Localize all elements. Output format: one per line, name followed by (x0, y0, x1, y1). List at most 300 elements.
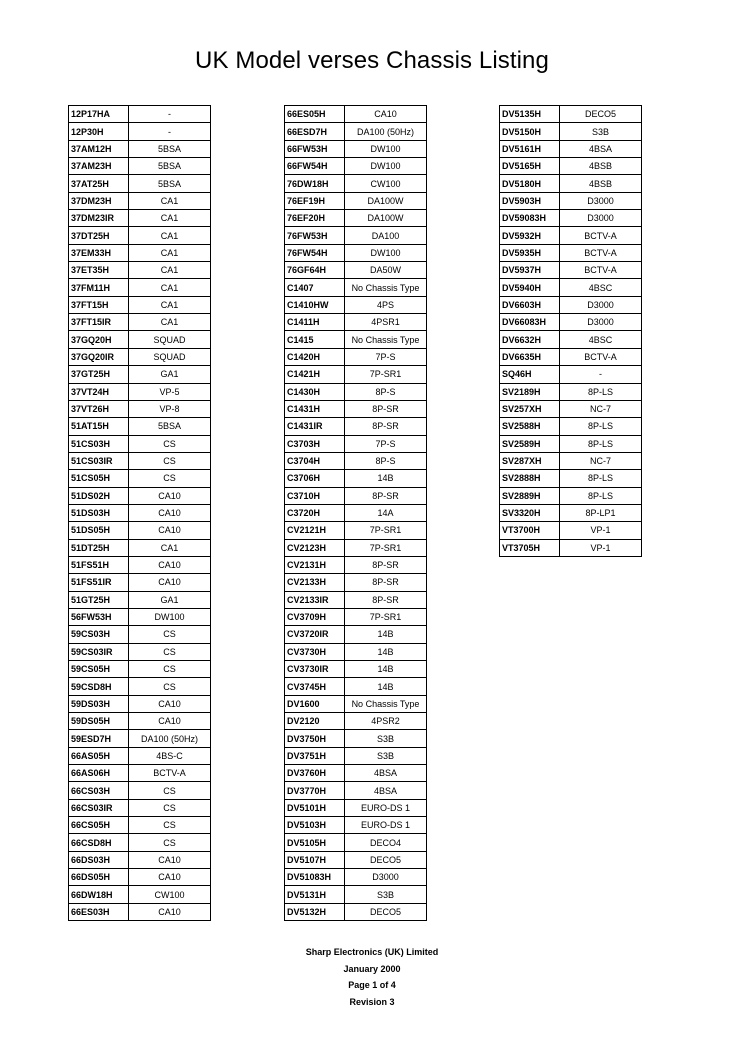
chassis-type: 4BSC (560, 331, 642, 348)
chassis-type: DW100 (345, 244, 427, 261)
table-row (285, 522, 427, 539)
table-row (69, 106, 211, 123)
table-row (69, 886, 211, 903)
model-number: 37VT26H (69, 400, 129, 417)
page-title: UK Model verses Chassis Listing (195, 47, 549, 74)
table-row (500, 175, 642, 192)
table-row (285, 106, 427, 123)
table-row (500, 452, 642, 469)
chassis-type: 4BSC (560, 279, 642, 296)
model-number: C1431H (285, 400, 345, 417)
model-number: CV2121H (285, 522, 345, 539)
model-number: C1407 (285, 279, 345, 296)
chassis-type: 14B (345, 626, 427, 643)
model-number: 51DS03H (69, 504, 129, 521)
chassis-type: CA10 (345, 106, 427, 123)
table-row (69, 192, 211, 209)
table-row (69, 591, 211, 608)
model-number: 51DT25H (69, 539, 129, 556)
model-number: 66CS05H (69, 817, 129, 834)
table-row (285, 713, 427, 730)
table-row (500, 123, 642, 140)
table-row (69, 123, 211, 140)
table-row (285, 366, 427, 383)
table-row (69, 903, 211, 920)
chassis-type: DECO5 (560, 106, 642, 123)
chassis-type: CA10 (129, 903, 211, 920)
table-row (285, 817, 427, 834)
chassis-type: VP-5 (129, 383, 211, 400)
model-number: 51FS51IR (69, 574, 129, 591)
chassis-type: CA10 (129, 504, 211, 521)
model-number: DV59083H (500, 210, 560, 227)
table-row (69, 678, 211, 695)
chassis-type: CA10 (129, 522, 211, 539)
chassis-type: CA1 (129, 539, 211, 556)
model-number: 66CS03H (69, 782, 129, 799)
table-row (285, 851, 427, 868)
chassis-type: 8P-SR (345, 591, 427, 608)
table-row (285, 192, 427, 209)
chassis-type: - (129, 123, 211, 140)
chassis-type: 8P-LS (560, 418, 642, 435)
model-number: DV5135H (500, 106, 560, 123)
table-row (285, 470, 427, 487)
chassis-type: No Chassis Type (345, 279, 427, 296)
model-number: 37DT25H (69, 227, 129, 244)
model-number: DV51083H (285, 869, 345, 886)
table-row (285, 591, 427, 608)
chassis-type: CA10 (129, 487, 211, 504)
chassis-type: 4BSB (560, 158, 642, 175)
chassis-type: - (560, 366, 642, 383)
chassis-type: 8P-SR (345, 400, 427, 417)
model-number: C3720H (285, 504, 345, 521)
chassis-type: 4BSB (560, 175, 642, 192)
table-row (285, 626, 427, 643)
model-number: 76EF19H (285, 192, 345, 209)
footer-revision: Revision 3 (349, 996, 395, 1007)
table-row (69, 400, 211, 417)
table-row (69, 817, 211, 834)
chassis-type: DA100 (345, 227, 427, 244)
model-number: 76FW54H (285, 244, 345, 261)
table-row (69, 262, 211, 279)
chassis-type: VP-8 (129, 400, 211, 417)
chassis-type: CA1 (129, 244, 211, 261)
model-number: 66FW53H (285, 140, 345, 157)
model-number: CV2133H (285, 574, 345, 591)
model-number: 37GQ20H (69, 331, 129, 348)
chassis-type: CA1 (129, 227, 211, 244)
model-number: 59CSD8H (69, 678, 129, 695)
model-number: C3710H (285, 487, 345, 504)
model-number: 66AS05H (69, 747, 129, 764)
table-row (69, 522, 211, 539)
table-row (500, 158, 642, 175)
table-row (285, 903, 427, 920)
table-row (285, 418, 427, 435)
table-row (285, 435, 427, 452)
chassis-type: DA100 (50Hz) (129, 730, 211, 747)
table-row (285, 747, 427, 764)
model-number: 51GT25H (69, 591, 129, 608)
chassis-type: CW100 (345, 175, 427, 192)
table-row (69, 574, 211, 591)
chassis-type: BCTV-A (560, 348, 642, 365)
table-row (285, 348, 427, 365)
model-number: C1421H (285, 366, 345, 383)
chassis-type: 14B (345, 470, 427, 487)
chassis-type: CS (129, 782, 211, 799)
table-row (285, 678, 427, 695)
model-number: 76EF20H (285, 210, 345, 227)
model-number: 37DM23IR (69, 210, 129, 227)
model-number: DV3750H (285, 730, 345, 747)
model-number: CV2123H (285, 539, 345, 556)
model-number: C3703H (285, 435, 345, 452)
chassis-type: No Chassis Type (345, 695, 427, 712)
table-row (285, 123, 427, 140)
footer-company: Sharp Electronics (UK) Limited (305, 947, 439, 957)
model-number: 59CS03H (69, 626, 129, 643)
model-number: SV2888H (500, 470, 560, 487)
chassis-type: CA10 (129, 713, 211, 730)
table-row (500, 470, 642, 487)
table-row (69, 279, 211, 296)
model-number: CV3709H (285, 608, 345, 625)
table-row (285, 574, 427, 591)
chassis-type: CA1 (129, 210, 211, 227)
model-table-column-2 (284, 105, 427, 921)
model-number: DV5935H (500, 244, 560, 261)
chassis-type: D3000 (560, 210, 642, 227)
model-number: 59CS03IR (69, 643, 129, 660)
chassis-type: CS (129, 626, 211, 643)
table-row (69, 782, 211, 799)
table-row (69, 314, 211, 331)
model-number: 37GQ20IR (69, 348, 129, 365)
model-number: DV66083H (500, 314, 560, 331)
table-row (69, 556, 211, 573)
model-number: DV5937H (500, 262, 560, 279)
chassis-type: 8P-SR (345, 487, 427, 504)
table-row (285, 227, 427, 244)
model-number: 51DS05H (69, 522, 129, 539)
chassis-type: 4PSR2 (345, 713, 427, 730)
model-number: DV5932H (500, 227, 560, 244)
table-row (500, 331, 642, 348)
chassis-type: CS (129, 799, 211, 816)
chassis-type: DA100W (345, 192, 427, 209)
table-row (500, 348, 642, 365)
footer-date: January 2000 (343, 963, 401, 974)
table-row (69, 834, 211, 851)
table-row (285, 140, 427, 157)
model-number: DV5107H (285, 851, 345, 868)
table-row (285, 799, 427, 816)
model-number: DV5101H (285, 799, 345, 816)
model-number: 37EM33H (69, 244, 129, 261)
table-row (285, 383, 427, 400)
table-row (285, 695, 427, 712)
model-number: DV6635H (500, 348, 560, 365)
table-row (69, 366, 211, 383)
chassis-type: 4BS-C (129, 747, 211, 764)
model-number: DV5105H (285, 834, 345, 851)
table-row (69, 799, 211, 816)
table-row (285, 730, 427, 747)
model-number: 59DS05H (69, 713, 129, 730)
model-number: 37VT24H (69, 383, 129, 400)
model-number: DV5103H (285, 817, 345, 834)
chassis-type: DECO5 (345, 903, 427, 920)
model-number: CV2133IR (285, 591, 345, 608)
model-number: 51CS03H (69, 435, 129, 452)
chassis-type: DECO4 (345, 834, 427, 851)
table-row (500, 244, 642, 261)
table-row (69, 158, 211, 175)
chassis-type: 8P-LS (560, 435, 642, 452)
table-row (285, 886, 427, 903)
chassis-type: D3000 (560, 296, 642, 313)
model-number: CV3720IR (285, 626, 345, 643)
chassis-type: 14B (345, 661, 427, 678)
model-number: 37GT25H (69, 366, 129, 383)
table-row (500, 314, 642, 331)
table-row (500, 383, 642, 400)
chassis-type: 8P-LP1 (560, 504, 642, 521)
table-row (285, 487, 427, 504)
chassis-type: BCTV-A (560, 244, 642, 261)
chassis-type: S3B (345, 886, 427, 903)
table-row (69, 383, 211, 400)
table-row (69, 470, 211, 487)
model-number: DV5180H (500, 175, 560, 192)
model-number: 66DS03H (69, 851, 129, 868)
table-row (69, 539, 211, 556)
table-row (285, 643, 427, 660)
chassis-type: 4BSA (345, 782, 427, 799)
model-number: SV3320H (500, 504, 560, 521)
model-number: 51DS02H (69, 487, 129, 504)
chassis-type: - (129, 106, 211, 123)
chassis-type: 8P-SR (345, 556, 427, 573)
chassis-type: DA100W (345, 210, 427, 227)
model-number: 37AT25H (69, 175, 129, 192)
chassis-type: CS (129, 834, 211, 851)
table-row (69, 452, 211, 469)
model-number: CV2131H (285, 556, 345, 573)
chassis-type: 4BSA (345, 765, 427, 782)
chassis-type: CA10 (129, 851, 211, 868)
chassis-type: CS (129, 678, 211, 695)
table-row (69, 296, 211, 313)
chassis-type: 8P-SR (345, 574, 427, 591)
model-number: 66DW18H (69, 886, 129, 903)
model-number: 37AM23H (69, 158, 129, 175)
model-number: DV6603H (500, 296, 560, 313)
table-row (500, 418, 642, 435)
table-row (500, 140, 642, 157)
table-row (500, 487, 642, 504)
model-number: 66ES05H (285, 106, 345, 123)
model-number: SV257XH (500, 400, 560, 417)
table-row (69, 851, 211, 868)
chassis-type: 8P-S (345, 452, 427, 469)
chassis-type: DW100 (345, 140, 427, 157)
chassis-type: DA100 (50Hz) (345, 123, 427, 140)
chassis-type: CS (129, 435, 211, 452)
table-row (285, 314, 427, 331)
model-number: 51CS03IR (69, 452, 129, 469)
table-row (285, 296, 427, 313)
model-number: SV2589H (500, 435, 560, 452)
model-number: DV5165H (500, 158, 560, 175)
model-number: 51CS05H (69, 470, 129, 487)
footer-page-number: Page 1 of 4 (348, 980, 396, 990)
table-row (69, 765, 211, 782)
table-row (285, 452, 427, 469)
table-row (69, 175, 211, 192)
table-row (69, 331, 211, 348)
table-row (69, 348, 211, 365)
model-number: 37DM23H (69, 192, 129, 209)
model-table-column-3 (499, 105, 642, 557)
model-number: C1411H (285, 314, 345, 331)
model-number: DV2120 (285, 713, 345, 730)
chassis-type: 7P-SR1 (345, 608, 427, 625)
table-row (285, 158, 427, 175)
chassis-type: 7P-S (345, 435, 427, 452)
table-row (69, 643, 211, 660)
chassis-type: 5BSA (129, 158, 211, 175)
chassis-type: 8P-LS (560, 383, 642, 400)
table-row (285, 331, 427, 348)
table-row (69, 140, 211, 157)
chassis-type: CA10 (129, 869, 211, 886)
chassis-type: D3000 (560, 314, 642, 331)
chassis-type: BCTV-A (560, 227, 642, 244)
model-number: SQ46H (500, 366, 560, 383)
table-row (500, 262, 642, 279)
chassis-type: 4PSR1 (345, 314, 427, 331)
chassis-type: CA1 (129, 314, 211, 331)
table-row (500, 504, 642, 521)
table-row (69, 730, 211, 747)
model-number: SV2889H (500, 487, 560, 504)
table-row (500, 210, 642, 227)
table-row (285, 556, 427, 573)
chassis-type: 5BSA (129, 418, 211, 435)
chassis-type: BCTV-A (129, 765, 211, 782)
table-row (285, 782, 427, 799)
chassis-type: 8P-LS (560, 470, 642, 487)
chassis-type: 7P-SR1 (345, 366, 427, 383)
chassis-type: 14B (345, 643, 427, 660)
chassis-type: 14B (345, 678, 427, 695)
chassis-type: NC-7 (560, 400, 642, 417)
table-row (500, 400, 642, 417)
table-row (69, 227, 211, 244)
model-number: DV6632H (500, 331, 560, 348)
table-row (500, 279, 642, 296)
model-number: C1410HW (285, 296, 345, 313)
model-number: C3704H (285, 452, 345, 469)
model-number: CV3730IR (285, 661, 345, 678)
model-number: 37FT15IR (69, 314, 129, 331)
table-row (285, 834, 427, 851)
table-row (285, 244, 427, 261)
table-row (285, 262, 427, 279)
chassis-type: 14A (345, 504, 427, 521)
chassis-type: CA10 (129, 574, 211, 591)
table-row (500, 296, 642, 313)
chassis-type: DW100 (345, 158, 427, 175)
chassis-type: NC-7 (560, 452, 642, 469)
chassis-type: S3B (345, 747, 427, 764)
chassis-type: CA1 (129, 192, 211, 209)
table-row (285, 869, 427, 886)
chassis-type: CS (129, 470, 211, 487)
table-row (69, 713, 211, 730)
chassis-type: EURO-DS 1 (345, 817, 427, 834)
chassis-type: 7P-S (345, 348, 427, 365)
model-number: C1431IR (285, 418, 345, 435)
chassis-type: GA1 (129, 591, 211, 608)
chassis-type: 7P-SR1 (345, 539, 427, 556)
chassis-type: 7P-SR1 (345, 522, 427, 539)
table-row (69, 504, 211, 521)
table-row (500, 522, 642, 539)
model-number: 59ESD7H (69, 730, 129, 747)
table-row (500, 192, 642, 209)
model-number: 56FW53H (69, 608, 129, 625)
model-number: 76GF64H (285, 262, 345, 279)
model-number: VT3700H (500, 522, 560, 539)
table-row (285, 279, 427, 296)
model-number: 66CSD8H (69, 834, 129, 851)
chassis-type: GA1 (129, 366, 211, 383)
table-row (285, 661, 427, 678)
table-row (69, 487, 211, 504)
table-row (69, 608, 211, 625)
chassis-type: CA10 (129, 695, 211, 712)
model-number: 76FW53H (285, 227, 345, 244)
chassis-type: D3000 (560, 192, 642, 209)
table-row (285, 608, 427, 625)
model-number: SV2588H (500, 418, 560, 435)
chassis-type: 4BSA (560, 140, 642, 157)
chassis-type: CS (129, 661, 211, 678)
chassis-type: EURO-DS 1 (345, 799, 427, 816)
model-number: 59CS05H (69, 661, 129, 678)
table-row (285, 504, 427, 521)
table-row (69, 626, 211, 643)
model-number: C1430H (285, 383, 345, 400)
model-number: DV5150H (500, 123, 560, 140)
model-number: 66ES03H (69, 903, 129, 920)
model-number: SV287XH (500, 452, 560, 469)
model-number: 76DW18H (285, 175, 345, 192)
table-row (285, 175, 427, 192)
table-row (69, 869, 211, 886)
model-number: 66DS05H (69, 869, 129, 886)
model-number: 66ESD7H (285, 123, 345, 140)
table-row (69, 747, 211, 764)
model-number: VT3705H (500, 539, 560, 556)
table-row (69, 661, 211, 678)
